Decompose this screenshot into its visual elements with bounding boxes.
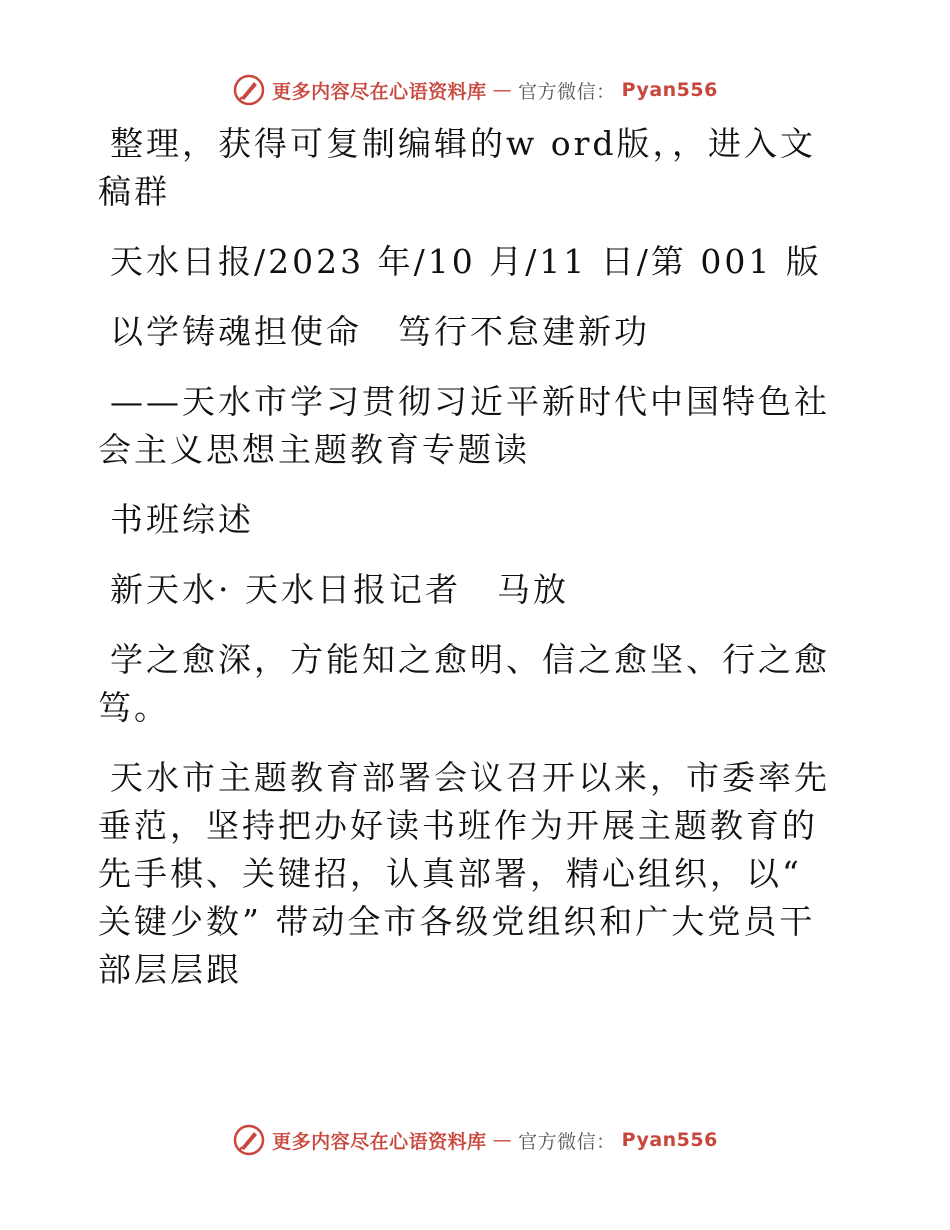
paragraph: 以学铸魂担使命 笃行不怠建新功 [110, 312, 650, 351]
library-text: 更多内容尽在心语资料库 [272, 80, 487, 103]
quill-logo-icon [232, 73, 266, 107]
paragraph: 天水市主题教育部署会议召开以来，市委率先垂范，坚持把办好读书班作为开展主题教育的先手棋、关键招，认真部署，精心组织，以“ 关键少数” 带动全市各级党组织和广大党员干部层层跟 [98, 758, 830, 989]
wechat-label: 官方微信： [518, 1130, 616, 1153]
document-body [98, 120, 838, 1016]
library-text: 更多内容尽在心语资料库 [272, 1130, 487, 1153]
paragraph: 书班综述 [110, 500, 254, 539]
paragraph: 天水日报/2023 年/10 月/11 日/第 001 版 [110, 242, 822, 281]
header-banner [0, 70, 950, 110]
wechat-label: 官方微信： [518, 80, 616, 103]
paragraph: 新天水· 天水日报记者 马放 [110, 570, 569, 609]
footer-banner [0, 1120, 950, 1160]
paragraph: 学之愈深，方能知之愈明、信之愈坚、行之愈笃。 [98, 640, 830, 727]
banner-dash: — [492, 1129, 513, 1151]
paragraph: 整理，获得可复制编辑的w ord版，，进入文稿群 [98, 124, 817, 211]
wechat-account: Pyan556 [621, 79, 718, 101]
banner-dash: — [492, 79, 513, 101]
paragraph: ——天水市学习贯彻习近平新时代中国特色社会主义思想主题教育专题读 [98, 382, 830, 469]
quill-logo-icon [232, 1123, 266, 1157]
wechat-account: Pyan556 [621, 1129, 718, 1151]
